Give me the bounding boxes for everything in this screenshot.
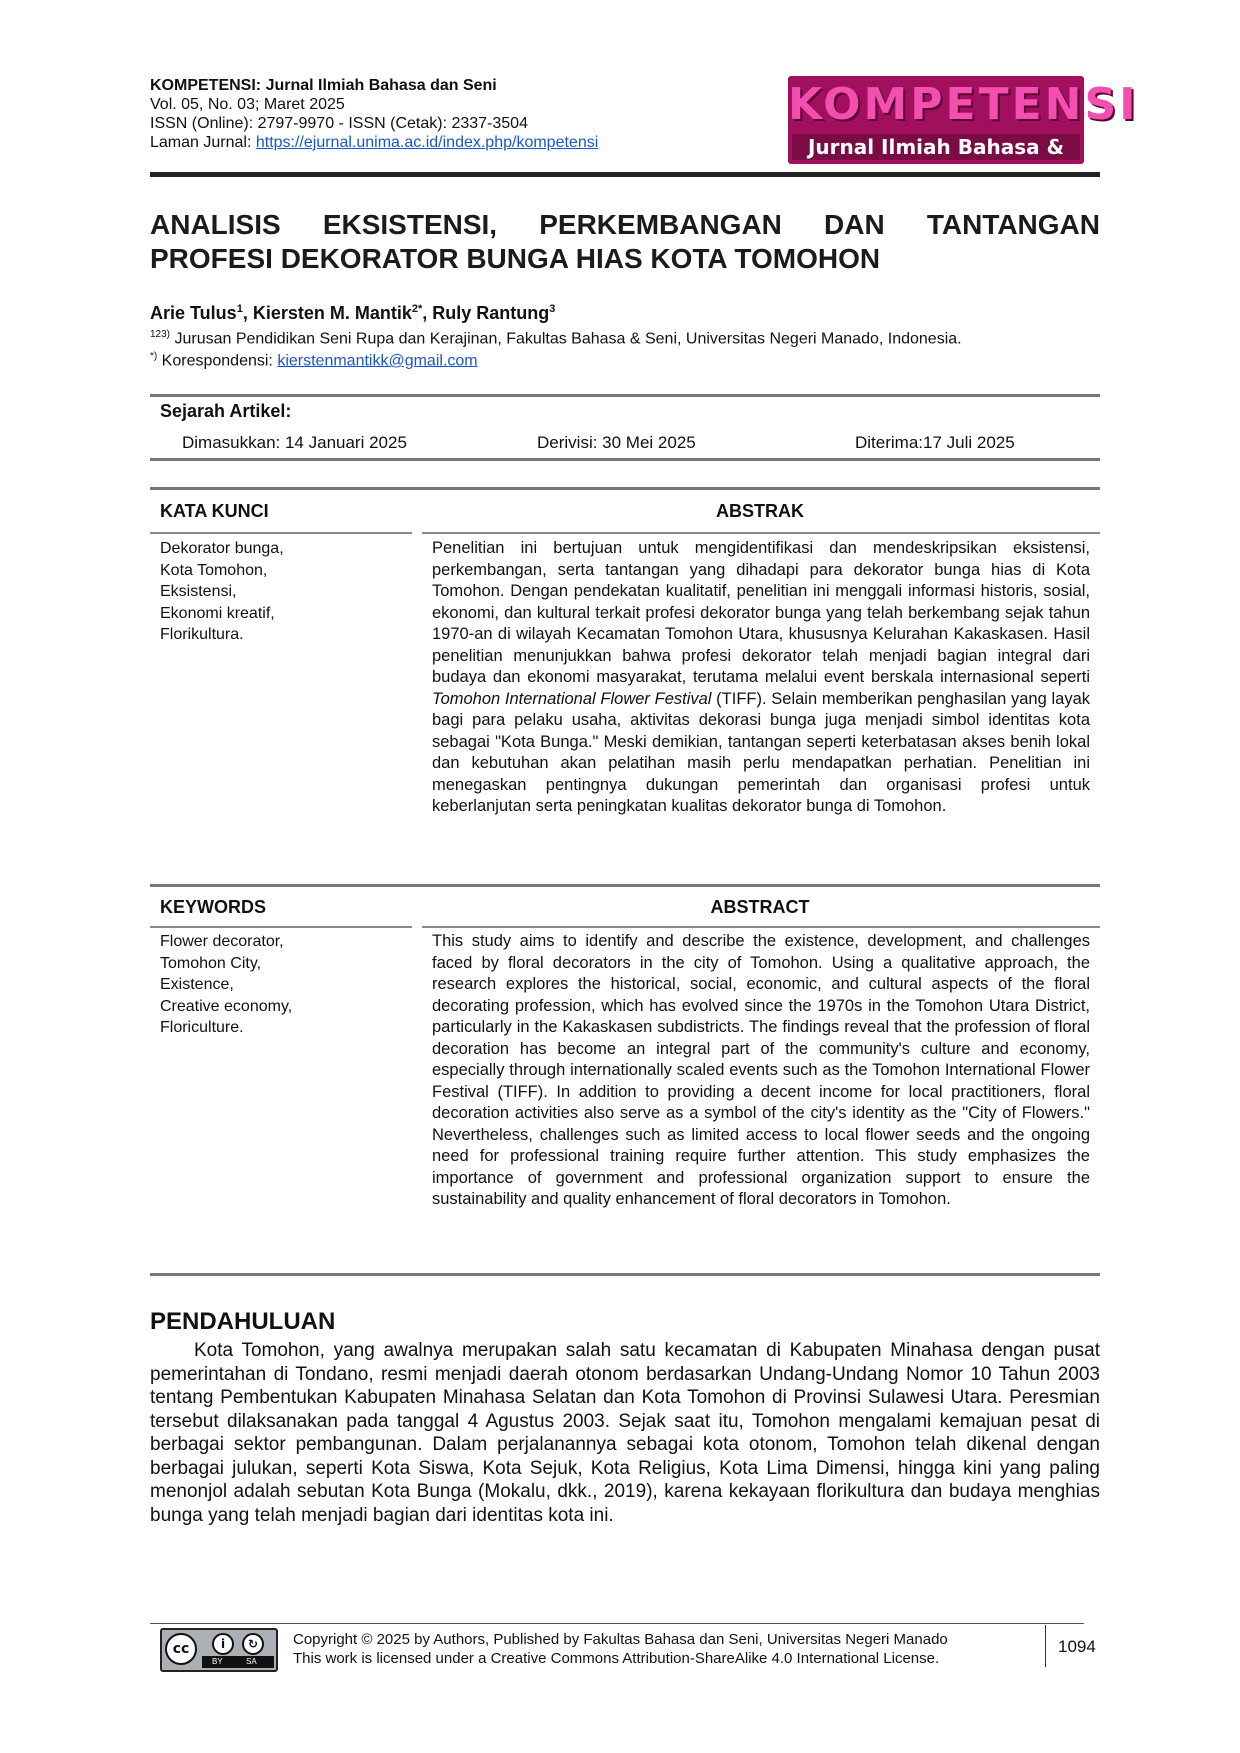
- abstract-bottom-rule: [150, 1273, 1100, 1276]
- keywords-heading: KEYWORDS: [160, 897, 267, 917]
- journal-logo-title: KOMPETENSI: [788, 79, 1139, 130]
- corresp-email-link[interactable]: kierstenmantikk@gmail.com: [277, 352, 478, 370]
- history-bottom-rule: [150, 458, 1100, 461]
- author-2: Kiersten M. Mantik: [252, 303, 412, 323]
- cc-icon: cc: [165, 1633, 197, 1665]
- abstrak-text: [432, 538, 1090, 818]
- journal-site-label: Laman Jurnal:: [150, 134, 256, 151]
- cc-license-badge: [160, 1628, 278, 1672]
- copyright-line: Copyright © 2025 by Authors, Published by Fakultas Bahasa dan Seni, Universitas Negeri Manado: [293, 1631, 948, 1648]
- kata-kunci-item: Eksistensi,: [160, 583, 237, 600]
- footer-rule: [150, 1623, 1084, 1624]
- keywords-rule: [150, 926, 412, 928]
- kata-kunci-item: Dekorator bunga,: [160, 540, 284, 557]
- by-label: BY: [212, 1657, 223, 1666]
- abstract-heading: ABSTRACT: [710, 897, 810, 917]
- abstract-top-rule: [150, 884, 1100, 887]
- history-accepted: Diterima:17 Juli 2025: [855, 433, 1015, 452]
- author-2-sup: 2*: [411, 303, 423, 315]
- keyword-item: Existence,: [160, 976, 234, 993]
- kata-kunci-item: Ekonomi kreatif,: [160, 604, 275, 622]
- journal-volume: Vol. 05, No. 03; Maret 2025: [150, 96, 345, 113]
- intro-paragraph: Kota Tomohon, yang awalnya merupakan salah satu kecamatan di Kabupaten Minahasa dengan pusat pemerintahan di Tondano, resmi menjadi daerah otonom berdasarkan Undang-Undang Nomor 10 Tahun 2003 tentang Pembentukan Kabupaten Minahasa Selatan dan Kota Tomohon di Provinsi Sulawesi Utara. Peresmian tersebut dilaksanakan pada tanggal 4 Agustus 2003. Sejak saat itu, Tomohon mengalami kemajuan pesat di berbagai sektor pembangunan. Dalam perjalanannya sebagai kota otonom, Tomohon telah dikenal dengan berbagai julukan, seperti Kota Siswa, Kota Sejuk, Kota Religius, Kota Lima Dimensi, hingga kini yang paling menonjol adalah sebutan Kota Bunga (Mokalu, dkk., 2019), karena kekayaan florikultura dan budaya menghias bunga yang telah menjadi bagian dari identitas kota ini.: [150, 1340, 1100, 1526]
- abstract-text: This study aims to identify and describe the existence, development, and challenges faced by floral decorators in the city of Tomohon. Using a qualitative approach, the research explores the historical, social, economic, and cultural aspects of the floral decorating profession, which has evolved since the 1970s in the Tomohon Utara District, particularly in the Kakaskasen subdistricts. The findings reveal that the profession of floral decoration has become an integral part of the community's culture and economy, especially through internationally scaled events such as the Tomohon International Flower Festival (TIFF). In addition to providing a decent income for local practitioners, floral decoration activities also serve as a symbol of the city's identity as the "City of Flowers." Nevertheless, challenges such as limited access to local flower seeds and the ongoing need for professional training require further attention. This study emphasizes the importance of government and professional organization support to ensure the sustainability and quality enhancement of floral decorators in Tomohon.: [432, 932, 1090, 1208]
- footer-divider: [1045, 1625, 1046, 1667]
- kata-kunci-heading: KATA KUNCI: [160, 501, 269, 521]
- author-list: Arie Tulus$^1$, Kiersten M. Mantik$^{2*}$, Ruly Rantung$^3$: [150, 303, 556, 323]
- abstrak-rule: [422, 532, 1100, 534]
- author-3: Ruly Rantung: [432, 303, 550, 323]
- abstrak-heading: ABSTRAK: [716, 501, 804, 521]
- journal-logo-subtitle: Jurnal Ilmiah Bahasa &: [792, 134, 1080, 160]
- abstrak-text-italic: Tomohon International Flower Festival: [432, 689, 712, 708]
- abstract-rule: [422, 926, 1100, 928]
- article-title: [150, 208, 1100, 276]
- journal-logo: [788, 76, 1139, 164]
- journal-site: [150, 133, 790, 152]
- keyword-item: Tomohon City,: [160, 954, 262, 972]
- page-number: 1094: [1058, 1637, 1096, 1656]
- history-revised: Derivisi: 30 Mei 2025: [537, 433, 696, 452]
- corresp-label: Korespondensi:: [157, 352, 278, 370]
- history-top-rule: [150, 394, 1100, 397]
- journal-header: [150, 76, 790, 152]
- kata-kunci-item: Florikultura.: [160, 626, 244, 643]
- kata-kunci-item: Kota Tomohon,: [160, 561, 268, 579]
- header-rule: [150, 172, 1100, 177]
- corresp-sup: *): [150, 351, 158, 362]
- cc-strip: [202, 1656, 274, 1668]
- correspondence: [150, 347, 1100, 371]
- article-title-line1: ANALISIS EKSISTENSI, PERKEMBANGAN DAN TANTANGAN: [150, 209, 1100, 240]
- keyword-item: Floriculture.: [160, 1019, 244, 1036]
- footer-text: [293, 1630, 1033, 1668]
- section-heading: PENDAHULUAN: [150, 1308, 336, 1335]
- author-1-sup: 1: [236, 303, 243, 315]
- affiliation-sup: 123): [150, 329, 171, 340]
- sa-label: SA: [246, 1657, 257, 1666]
- kata-kunci-rule: [150, 532, 412, 534]
- article-title-line2: PROFESI DEKORATOR BUNGA HIAS KOTA TOMOHON: [150, 243, 881, 274]
- abstrak-text-part2: (TIFF). Selain memberikan penghasilan yang layak bagi para pelaku usaha, aktivitas dekorasi bunga juga menjadi simbol identitas kota sebagai "Kota Bunga." Meski demikian, tantangan seperti keterbatasan akses benih lokal dan kebutuhan akan pelatihan masih perlu mendapatkan perhatian. Penelitian ini menegaskan pentingnya dukungan pemerintah dan organisasi profesi untuk keberlanjutan serta peningkatan kualitas dekorator bunga di Tomohon.: [432, 689, 1090, 815]
- license-line: This work is licensed under a Creative Commons Attribution-ShareAlike 4.0 International License.: [293, 1650, 940, 1667]
- share-alike-icon: ↻: [242, 1633, 264, 1655]
- attribution-icon: i: [212, 1633, 234, 1655]
- author-1: Arie Tulus: [150, 303, 237, 323]
- keyword-item: Creative economy,: [160, 997, 293, 1015]
- history-title: Sejarah Artikel:: [160, 401, 292, 421]
- keywords-list: [160, 931, 410, 1039]
- affiliation: [150, 325, 1100, 349]
- abstrak-top-rule: [150, 487, 1100, 490]
- kata-kunci-list: [160, 538, 410, 646]
- abstrak-text-part1: Penelitian ini bertujuan untuk mengidentifikasi dan mendeskripsikan eksistensi, perkembangan, serta tantangan yang dihadapi para dekorator bunga hias di Kota Tomohon. Dengan pendekatan kualitatif, penelitian ini menggali informasi historis, sosial, ekonomi, dan kultural terkait profesi dekorator bunga yang telah berkembang sejak tahun 1970-an di wilayah Kecamatan Tomohon Utara, khususnya Kelurahan Kakaskasen. Hasil penelitian menunjukkan bahwa profesi dekorator telah menjadi bagian integral dari budaya dan ekonomi masyarakat, terutama melalui event berskala internasional seperti: [432, 539, 1090, 686]
- author-3-sup: 3: [549, 303, 556, 315]
- journal-site-link[interactable]: https://ejurnal.unima.ac.id/index.php/kompetensi: [255, 134, 599, 151]
- history-received: Dimasukkan: 14 Januari 2025: [182, 433, 407, 452]
- journal-name: KOMPETENSI: Jurnal Ilmiah Bahasa dan Seni: [150, 77, 497, 94]
- journal-issn: ISSN (Online): 2797-9970 - ISSN (Cetak): 2337-3504: [150, 115, 528, 132]
- keyword-item: Flower decorator,: [160, 933, 284, 950]
- affiliation-text: Jurusan Pendidikan Seni Rupa dan Kerajinan, Fakultas Bahasa & Seni, Universitas Negeri Manado, Indonesia.: [170, 330, 962, 348]
